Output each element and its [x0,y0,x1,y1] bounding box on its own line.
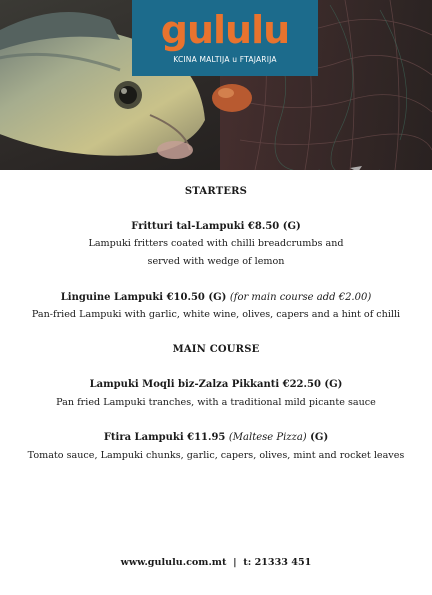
section-title-starters: STARTERS [184,186,248,197]
logo-tagline: KCINA MALTIJA u FTAJARIJA [173,55,277,64]
phone-number[interactable]: t: 21333 451 [243,557,312,568]
dish-description-line: Lampuki fritters coated with chilli breadcrumbs and [88,238,344,249]
dish-name [0,379,432,390]
logo-wordmark: gululu [160,8,290,52]
footer-separator: | [233,557,237,568]
dish-name [0,432,432,443]
dish-name-text: Lampuki Moqli biz-Zalza Pikkanti €22.50 (G) [89,379,343,390]
dish-note: (for main course add €2.00) [229,292,372,303]
logo[interactable] [132,0,318,76]
footer-contact [0,557,432,568]
dish-description-line: Pan fried Lampuki tranches, with a traditional mild picante sauce [56,397,376,408]
dish-name-text: Fritturi tal-Lampuki €8.50 (G) [131,221,301,232]
dish-suffix: (G) [310,432,329,443]
dish-description-line: Pan-fried Lampuki with garlic, white wine, olives, capers and a hint of chilli [31,309,401,320]
dish-name [0,292,432,303]
dish-name [0,221,432,232]
website-link[interactable]: www.gululu.com.mt [120,557,227,568]
dish-name-text: Linguine Lampuki €10.50 (G) [60,292,227,303]
dish-description-line: Tomato sauce, Lampuki chunks, garlic, capers, olives, mint and rocket leaves [27,450,405,461]
dish-note: (Maltese Pizza) [228,432,307,443]
section-title-main-course: MAIN COURSE [172,344,260,355]
dish-name-text: Ftira Lampuki €11.95 [103,432,226,443]
hero-photo [0,0,432,170]
dish-description-line: served with wedge of lemon [147,256,285,267]
